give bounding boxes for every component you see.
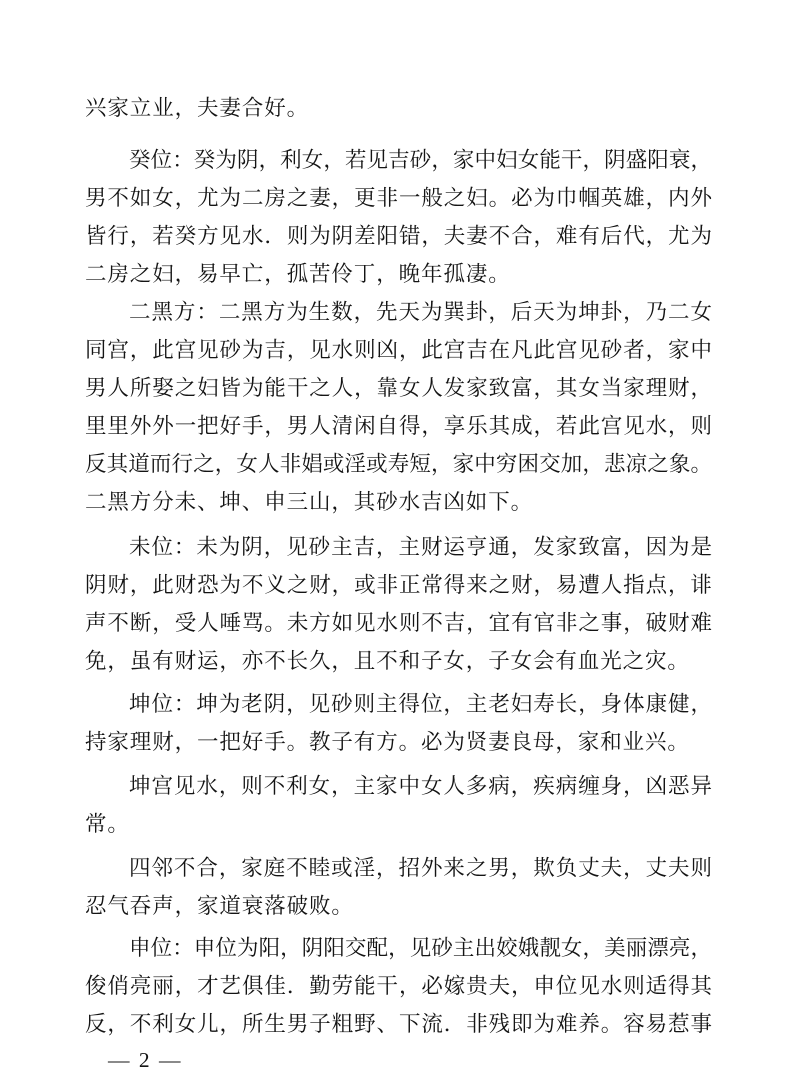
paragraph-gui-position — [85, 141, 712, 293]
text-line: 未位：未为阴，见砂主吉，主财运亨通，发家致富，因为是 — [129, 535, 712, 559]
text-line: 男不如女，尤为二房之妻，更非一般之妇。必为巾帼英雄，内外 — [85, 186, 712, 210]
text-line: 里里外外一把好手，男人清闲自得，享乐其成，若此宫见水，则 — [85, 414, 712, 438]
text-line: 兴家立业，夫妻合好。 — [85, 96, 310, 120]
paragraph-erhei-direction — [85, 293, 712, 521]
page-number: — 2 — — [108, 1048, 183, 1072]
text-line: 忍气吞声，家道衰落破败。 — [85, 894, 354, 918]
paragraph-neighbors — [85, 849, 712, 925]
text-line: 俊俏亮丽，才艺俱佳．勤劳能干，必嫁贵夫，申位见水则适得其 — [85, 974, 712, 998]
text-line: 同宫，此宫见砂为吉，见水则凶，此宫吉在凡此宫见砂者，家中 — [85, 338, 712, 362]
text-line: 二黑方：二黑方为生数，先天为巽卦，后天为坤卦，乃二女 — [129, 300, 712, 324]
paragraph-wei-position — [85, 528, 712, 680]
text-line: 反，不利女儿，所生男子粗野、下流．非残即为难养。容易惹事 — [85, 1012, 712, 1036]
text-line: 二房之妇，易早亡，孤苦伶丁，晚年孤凄。 — [85, 262, 511, 286]
text-line: 免，虽有财运，亦不长久，且不和子女，子女会有血光之灾。 — [85, 649, 690, 673]
text-line: 皆行，若癸方见水．则为阴差阳错，夫妻不合，难有后代，尤为 — [85, 224, 712, 248]
paragraph-kun-palace-water — [85, 767, 712, 843]
text-line: 坤位：坤为老阴，见砂则主得位，主老妇寿长，身体康健， — [129, 692, 712, 716]
text-line: 四邻不合，家庭不睦或淫，招外来之男，欺负丈夫，丈夫则 — [129, 856, 712, 880]
text-line: 持家理财，一把好手。教子有方。必为贤妻良母，家和业兴。 — [85, 730, 690, 754]
text-line: 阴财，此财恐为不义之财，或非正常得来之财，易遭人指点，诽 — [85, 573, 712, 597]
text-line: 反其道而行之，女人非娼或淫或寿短，家中穷困交加，悲凉之象。 — [85, 452, 712, 476]
text-line: 声不断，受人唾骂。未方如见水则不吉，宜有官非之事，破财难 — [85, 611, 712, 635]
paragraph-continuation — [85, 89, 712, 127]
text-line: 常。 — [85, 812, 130, 836]
paragraph-kun-position — [85, 685, 712, 761]
paragraph-shen-position — [85, 929, 712, 1043]
text-line: 男人所娶之妇皆为能干之人，靠女人发家致富，其女当家理财， — [85, 376, 712, 400]
text-line: 二黑方分未、坤、申三山，其砂水吉凶如下。 — [85, 490, 534, 514]
text-line: 申位：申位为阳，阴阳交配，见砂主出姣娥靓女，美丽漂亮， — [129, 936, 712, 960]
text-line: 坤宫见水，则不利女，主家中女人多病，疾病缠身，凶恶异 — [129, 774, 712, 798]
text-line: 癸位：癸为阴，利女，若见吉砂，家中妇女能干，阴盛阳衰， — [129, 148, 712, 172]
